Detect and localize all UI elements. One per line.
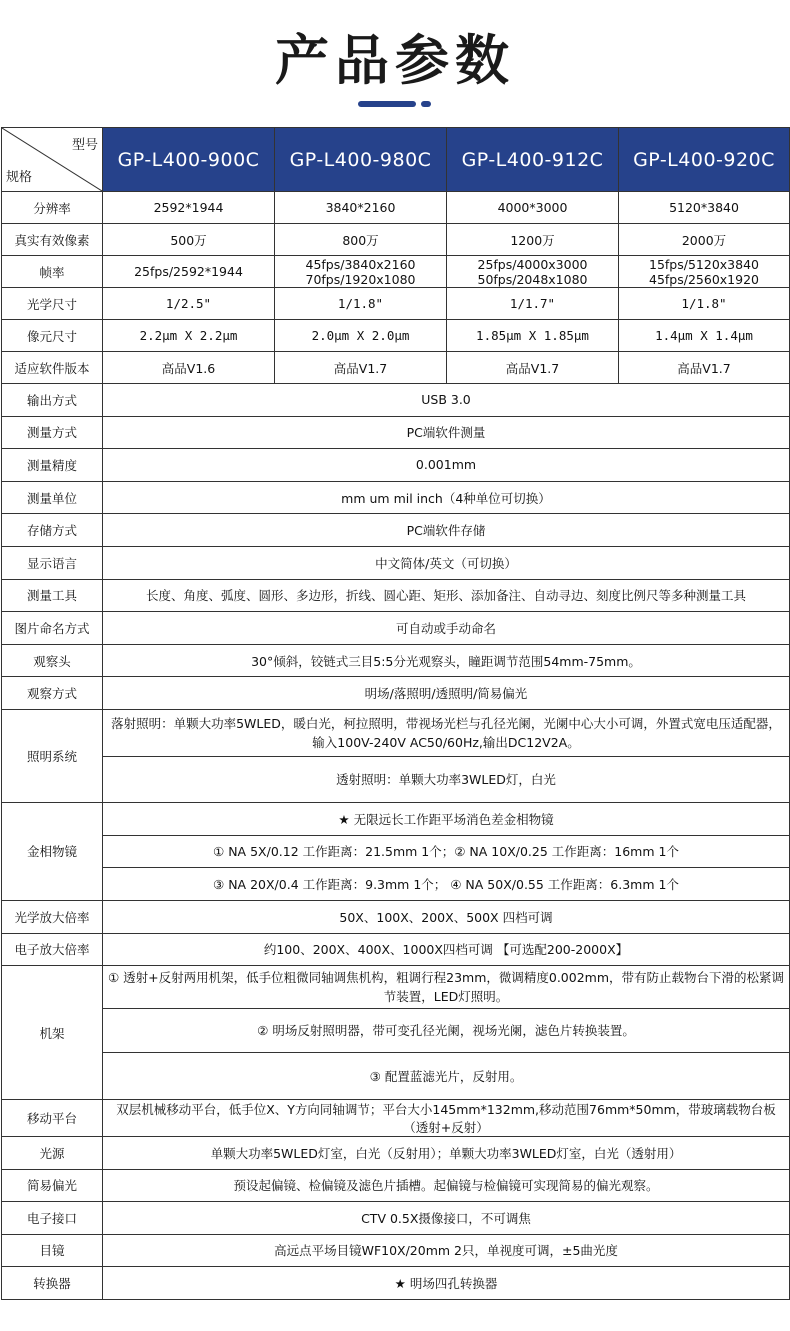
row-label: 观察头 — [2, 644, 103, 677]
spec-row — [2, 288, 790, 320]
spec-value: PC端软件存储 — [103, 514, 790, 547]
spec-row — [2, 481, 790, 514]
spec-row — [2, 1009, 790, 1053]
spec-value-line: 45fps/2560x1920 — [649, 271, 759, 287]
lighting-reflected: 落射照明：单颗大功率5WLED，暖白光，柯拉照明，带视场光栏与孔径光阑，光阑中心大小可调，外置式宽电压适配器，输入100V-240V AC50/60Hz,输出DC12V2A。 — [103, 709, 790, 756]
spec-row — [2, 224, 790, 256]
frame-line: ① 透射+反射两用机架，低手位粗微同轴调焦机构，粗调行程23mm，微调精度0.002mm，带有防止载物台下滑的松紧调节装置，LED灯照明。 — [103, 966, 790, 1009]
spec-row — [2, 352, 790, 384]
spec-row — [2, 756, 790, 802]
row-label: 照明系统 — [2, 709, 103, 802]
objective-line: ③ NA 20X/0.4 工作距离：9.3mm 1个； ④ NA 50X/0.55 工作距离：6.3mm 1个 — [103, 868, 790, 901]
title-underline-dot — [421, 101, 431, 107]
spec-row — [2, 901, 790, 934]
spec-value: 1/1.7" — [447, 288, 619, 320]
spec-value: 2592*1944 — [103, 192, 275, 224]
objective-line: ① NA 5X/0.12 工作距离：21.5mm 1个；② NA 10X/0.25 工作距离：16mm 1个 — [103, 835, 790, 868]
spec-value: 2.2μm X 2.2μm — [103, 320, 275, 352]
spec-value: 高品V1.6 — [103, 352, 275, 384]
spec-value: 高品V1.7 — [447, 352, 619, 384]
row-label: 显示语言 — [2, 546, 103, 579]
spec-value: 3840*2160 — [275, 192, 447, 224]
row-label: 移动平台 — [2, 1100, 103, 1137]
spec-value: 高品V1.7 — [275, 352, 447, 384]
row-label: 光学放大倍率 — [2, 901, 103, 934]
page-title: 产品参数 — [275, 29, 515, 92]
row-label: 观察方式 — [2, 677, 103, 710]
spec-value: 预设起偏镜、检偏镜及滤色片插槽。起偏镜与检偏镜可实现简易的偏光观察。 — [103, 1169, 790, 1202]
corner-model-label: 型号 — [71, 138, 98, 153]
row-label: 电子放大倍率 — [2, 933, 103, 966]
header-corner — [2, 128, 103, 192]
row-label: 电子接口 — [2, 1202, 103, 1235]
spec-row — [2, 320, 790, 352]
frame-line: ③ 配置蓝滤光片，反射用。 — [103, 1053, 790, 1100]
row-label: 测量工具 — [2, 579, 103, 612]
spec-value-cell — [275, 256, 447, 288]
spec-value: USB 3.0 — [103, 384, 790, 417]
spec-row — [2, 1234, 790, 1267]
spec-row — [2, 868, 790, 901]
spec-row — [2, 192, 790, 224]
header-row — [2, 128, 790, 192]
row-label: 转换器 — [2, 1267, 103, 1300]
spec-row — [2, 1267, 790, 1300]
spec-value: 800万 — [275, 224, 447, 256]
model-header: GP-L400-900C — [103, 128, 275, 192]
spec-value-cell — [619, 256, 790, 288]
spec-value: 明场/落照明/透照明/简易偏光 — [103, 677, 790, 710]
spec-value: 50X、100X、200X、500X 四档可调 — [103, 901, 790, 934]
spec-value: 长度、角度、弧度、圆形、多边形，折线、圆心距、矩形、添加备注、自动寻边、刻度比例尺等多种测量工具 — [103, 579, 790, 612]
spec-row — [2, 1053, 790, 1100]
row-label: 真实有效像素 — [2, 224, 103, 256]
spec-row — [2, 546, 790, 579]
spec-value: 2000万 — [619, 224, 790, 256]
spec-value-cell — [103, 256, 275, 288]
spec-value: 中文简体/英文（可切换） — [103, 546, 790, 579]
spec-value: ★ 明场四孔转换器 — [103, 1267, 790, 1300]
spec-value: 2.0μm X 2.0μm — [275, 320, 447, 352]
spec-row — [2, 1100, 790, 1137]
spec-value: 可自动或手动命名 — [103, 612, 790, 645]
corner-spec-label: 规格 — [6, 170, 33, 185]
spec-value-line: 25fps/2592*1944 — [134, 264, 243, 279]
spec-row — [2, 416, 790, 449]
row-label: 帧率 — [2, 256, 103, 288]
spec-row — [2, 514, 790, 547]
spec-row — [2, 384, 790, 417]
spec-value: mm um mil inch（4种单位可切换） — [103, 481, 790, 514]
spec-value: 30°倾斜，铰链式三目5:5分光观察头，瞳距调节范围54mm-75mm。 — [103, 644, 790, 677]
spec-value-line: 15fps/5120x3840 — [649, 256, 759, 272]
row-label: 光学尺寸 — [2, 288, 103, 320]
spec-value: 高品V1.7 — [619, 352, 790, 384]
spec-row — [2, 612, 790, 645]
spec-value: 5120*3840 — [619, 192, 790, 224]
spec-row — [2, 1202, 790, 1235]
title-underline — [0, 101, 790, 107]
spec-row — [2, 449, 790, 482]
row-label: 像元尺寸 — [2, 320, 103, 352]
title-underline-long — [358, 101, 416, 107]
row-label: 适应软件版本 — [2, 352, 103, 384]
spec-table — [1, 127, 790, 1300]
spec-value: 1.4μm X 1.4μm — [619, 320, 790, 352]
row-label: 输出方式 — [2, 384, 103, 417]
row-label: 光源 — [2, 1137, 103, 1170]
spec-row — [2, 1137, 790, 1170]
spec-value: 1/1.8" — [619, 288, 790, 320]
row-label: 测量方式 — [2, 416, 103, 449]
spec-row — [2, 835, 790, 868]
row-label: 图片命名方式 — [2, 612, 103, 645]
model-header: GP-L400-920C — [619, 128, 790, 192]
row-label: 机架 — [2, 966, 103, 1100]
spec-value: 1.85μm X 1.85μm — [447, 320, 619, 352]
spec-value-line: 70fps/1920x1080 — [305, 271, 416, 287]
spec-value-line: 45fps/3840x2160 — [305, 256, 416, 272]
spec-value-line: 25fps/4000x3000 — [477, 256, 588, 272]
spec-value: CTV 0.5X摄像接口，不可调焦 — [103, 1202, 790, 1235]
spec-row — [2, 256, 790, 288]
lighting-transmitted: 透射照明：单颗大功率3WLED灯，白光 — [103, 756, 790, 802]
row-label: 分辨率 — [2, 192, 103, 224]
spec-value: 500万 — [103, 224, 275, 256]
spec-value: 双层机械移动平台，低手位X、Y方向同轴调节；平台大小145mm*132mm,移动范围76mm*50mm，带玻璃载物台板（透射+反射） — [103, 1100, 790, 1137]
spec-row — [2, 1169, 790, 1202]
spec-value: 高远点平场目镜WF10X/20mm 2只，单视度可调，±5曲光度 — [103, 1234, 790, 1267]
row-label: 金相物镜 — [2, 802, 103, 900]
spec-value: 约100、200X、400X、1000X四档可调 【可选配200-2000X】 — [103, 933, 790, 966]
spec-row — [2, 802, 790, 835]
spec-row — [2, 709, 790, 756]
spec-value: PC端软件测量 — [103, 416, 790, 449]
spec-value: 1/1.8" — [275, 288, 447, 320]
spec-row — [2, 933, 790, 966]
spec-value-cell — [447, 256, 619, 288]
objective-line: ★ 无限远长工作距平场消色差金相物镜 — [103, 802, 790, 835]
spec-value: 4000*3000 — [447, 192, 619, 224]
model-header: GP-L400-912C — [447, 128, 619, 192]
spec-value-line: 50fps/2048x1080 — [477, 271, 588, 287]
model-header: GP-L400-980C — [275, 128, 447, 192]
spec-row — [2, 677, 790, 710]
row-label: 目镜 — [2, 1234, 103, 1267]
spec-value: 单颗大功率5WLED灯室，白光（反射用）；单颗大功率3WLED灯室，白光（透射用） — [103, 1137, 790, 1170]
row-label: 测量单位 — [2, 481, 103, 514]
spec-row — [2, 644, 790, 677]
spec-row — [2, 966, 790, 1009]
spec-value: 1/2.5" — [103, 288, 275, 320]
row-label: 简易偏光 — [2, 1169, 103, 1202]
frame-line: ② 明场反射照明器，带可变孔径光阑，视场光阑，滤色片转换装置。 — [103, 1009, 790, 1053]
row-label: 存储方式 — [2, 514, 103, 547]
spec-value: 1200万 — [447, 224, 619, 256]
row-label: 测量精度 — [2, 449, 103, 482]
spec-row — [2, 579, 790, 612]
spec-value: 0.001mm — [103, 449, 790, 482]
